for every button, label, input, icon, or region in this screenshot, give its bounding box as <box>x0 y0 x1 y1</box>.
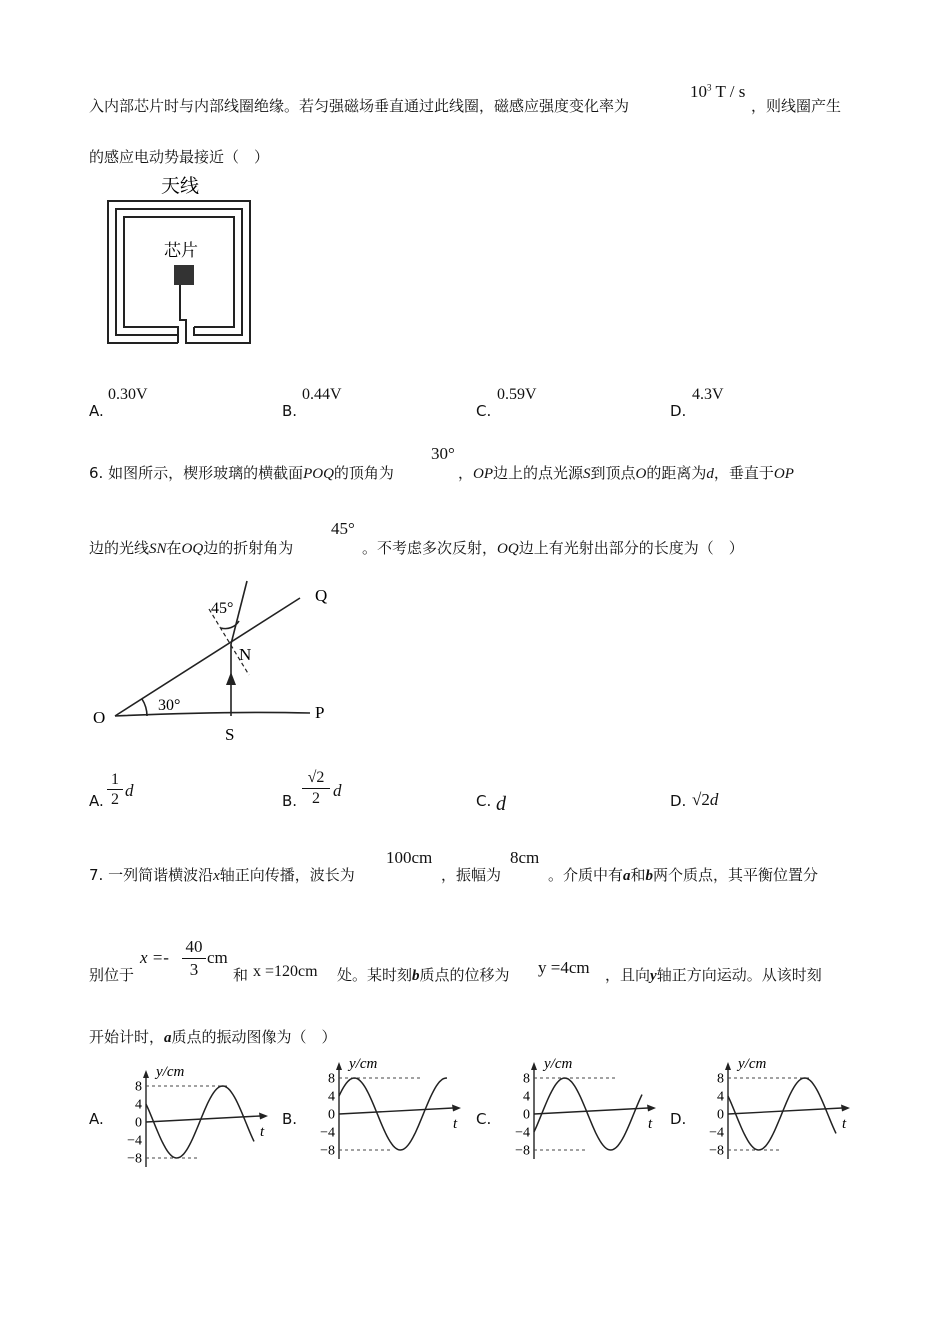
q7-amplitude: 8cm <box>510 848 540 867</box>
q6-option-a-var: d <box>125 781 134 800</box>
label-p: P <box>315 703 325 722</box>
q7-line1-c: 。介质中有a和b两个质点，其平衡位置分 <box>548 866 819 884</box>
tick-label: −8 <box>709 1143 724 1159</box>
q5-option-c-value: 0.59V <box>497 386 537 403</box>
vibration-curve <box>146 1086 254 1158</box>
q7-line2-d: ，且向y轴正方向运动。从该时刻 <box>605 966 822 984</box>
t-axis <box>339 1108 453 1114</box>
vibration-curve <box>728 1078 836 1150</box>
q7-line2-a: 别位于 <box>89 966 135 984</box>
t-axis-arrow <box>259 1113 268 1120</box>
q6-angle-45: 45° <box>331 519 355 538</box>
q7-option-b[interactable]: B. <box>282 1110 298 1128</box>
rate-base: 10 <box>690 82 707 101</box>
q6-line2-b: 。不考虑多次反射，OQ边上有光射出部分的长度为（ ） <box>362 539 744 557</box>
y-axis-label: y/cm <box>349 1056 378 1072</box>
q5-line1-tail: ，则线圈产生 <box>751 97 842 115</box>
graph-d <box>692 1052 857 1162</box>
rate-exp: 3 <box>707 82 712 93</box>
q7-xa: x =- <box>140 948 169 967</box>
q7-option-d[interactable]: D. <box>670 1110 687 1128</box>
y-axis-arrow <box>725 1062 731 1070</box>
t-axis-arrow <box>647 1105 656 1112</box>
antenna-label: 天线 <box>160 175 200 197</box>
tick-label: 8 <box>523 1071 530 1087</box>
graph-b <box>303 1052 468 1162</box>
label-45: 45° <box>211 600 234 617</box>
q6-option-d-value: √2d <box>692 790 719 809</box>
q5-option-b[interactable]: B. <box>282 402 298 420</box>
tick-label: 0 <box>328 1107 335 1123</box>
q7-line1-b: ，振幅为 <box>441 866 502 884</box>
q5-line2: 的感应电动势最接近（ ） <box>89 148 270 166</box>
q6-option-d[interactable]: D. <box>670 792 687 810</box>
q7-line2-c: 处。某时刻b质点的位移为 <box>337 966 510 984</box>
tick-label: 8 <box>328 1071 335 1087</box>
q6-line1: 6. 如图所示，楔形玻璃的横截面POQ的顶角为 <box>89 464 394 482</box>
q5-line1 <box>89 95 629 116</box>
label-30: 30° <box>158 697 181 714</box>
tick-label: 0 <box>523 1107 530 1123</box>
tick-label: −8 <box>320 1143 335 1159</box>
q6-option-b-var: d <box>333 781 342 800</box>
q7-xa-frac: 40 3 <box>182 936 206 981</box>
q6-option-b[interactable]: B. <box>282 792 298 810</box>
label-n: N <box>239 645 252 664</box>
tick-label: 4 <box>717 1089 724 1105</box>
q6-option-c[interactable]: C. <box>476 792 492 810</box>
q5-option-c[interactable]: C. <box>476 402 492 420</box>
t-axis-label: t <box>842 1116 847 1132</box>
q5-line1-text: 入内部芯片时与内部线圈绝缘。若匀强磁场垂直通过此线圈，磁感应强度变化率为 <box>89 97 630 115</box>
t-axis <box>534 1108 648 1114</box>
q7-line2-b: 和 <box>233 966 249 984</box>
y-axis-arrow <box>336 1062 342 1070</box>
q7-xa-unit: cm <box>207 948 228 967</box>
q7-wavelength: 100cm <box>386 848 433 867</box>
q6-option-a-frac: 1 2 <box>107 770 123 809</box>
tick-label: 0 <box>717 1107 724 1123</box>
q5-option-a[interactable]: A. <box>89 402 104 420</box>
tick-label: −4 <box>320 1125 335 1141</box>
tick-label: −4 <box>127 1133 142 1149</box>
tick-label: 8 <box>135 1079 142 1095</box>
rate-unit: T / s <box>715 82 746 101</box>
q7-xb: x =120cm <box>253 963 318 980</box>
tick-label: 8 <box>717 1071 724 1087</box>
q5-option-b-value: 0.44V <box>302 386 342 403</box>
y-axis-arrow <box>143 1070 149 1078</box>
q5-option-a-value: 0.30V <box>108 386 148 403</box>
q6-line1-b: ，OP边上的点光源S到顶点O的距离为d，垂直于OP <box>458 464 794 482</box>
tick-label: −4 <box>515 1125 530 1141</box>
q5-option-d-value: 4.3V <box>692 386 724 403</box>
q7-yb: y =4cm <box>538 958 590 977</box>
q7-line1: 7. 一列简谐横波沿x轴正向传播，波长为 <box>89 866 355 884</box>
prism-figure <box>85 575 345 750</box>
label-s: S <box>225 725 235 744</box>
y-axis-label: y/cm <box>738 1056 767 1072</box>
tick-label: −4 <box>709 1125 724 1141</box>
tick-label: −8 <box>127 1151 142 1167</box>
q6-angle-30: 30° <box>431 444 455 463</box>
graph-c <box>498 1052 663 1162</box>
tick-label: −8 <box>515 1143 530 1159</box>
q6-line2: 边的光线SN在OQ边的折射角为 <box>89 539 294 557</box>
tick-label: 0 <box>135 1115 142 1131</box>
q6-option-c-var: d <box>496 793 506 815</box>
t-axis-label: t <box>648 1116 653 1132</box>
label-o: O <box>93 708 106 727</box>
coil-figure <box>100 170 260 350</box>
q7-line3: 开始计时，a质点的振动图像为（ ） <box>89 1028 337 1046</box>
tick-label: 4 <box>523 1089 530 1105</box>
tick-label: 4 <box>328 1089 335 1105</box>
y-axis-label: y/cm <box>544 1056 573 1072</box>
t-axis-arrow <box>841 1105 850 1112</box>
t-axis-label: t <box>260 1124 265 1140</box>
q7-option-c[interactable]: C. <box>476 1110 492 1128</box>
q5-option-d[interactable]: D. <box>670 402 687 420</box>
vibration-curve <box>534 1078 642 1150</box>
q6-option-a[interactable]: A. <box>89 792 104 810</box>
y-axis-arrow <box>531 1062 537 1070</box>
tick-label: 4 <box>135 1097 142 1113</box>
q7-option-a[interactable]: A. <box>89 1110 104 1128</box>
graph-a <box>110 1060 275 1170</box>
q5-rate <box>690 82 745 102</box>
y-axis-label: y/cm <box>156 1064 185 1080</box>
q6-option-b-frac: √2 2 <box>302 768 330 809</box>
t-axis-label: t <box>453 1116 458 1132</box>
label-q: Q <box>315 586 328 605</box>
t-axis-arrow <box>452 1105 461 1112</box>
chip-label: 芯片 <box>164 241 198 261</box>
vibration-curve <box>339 1078 447 1150</box>
